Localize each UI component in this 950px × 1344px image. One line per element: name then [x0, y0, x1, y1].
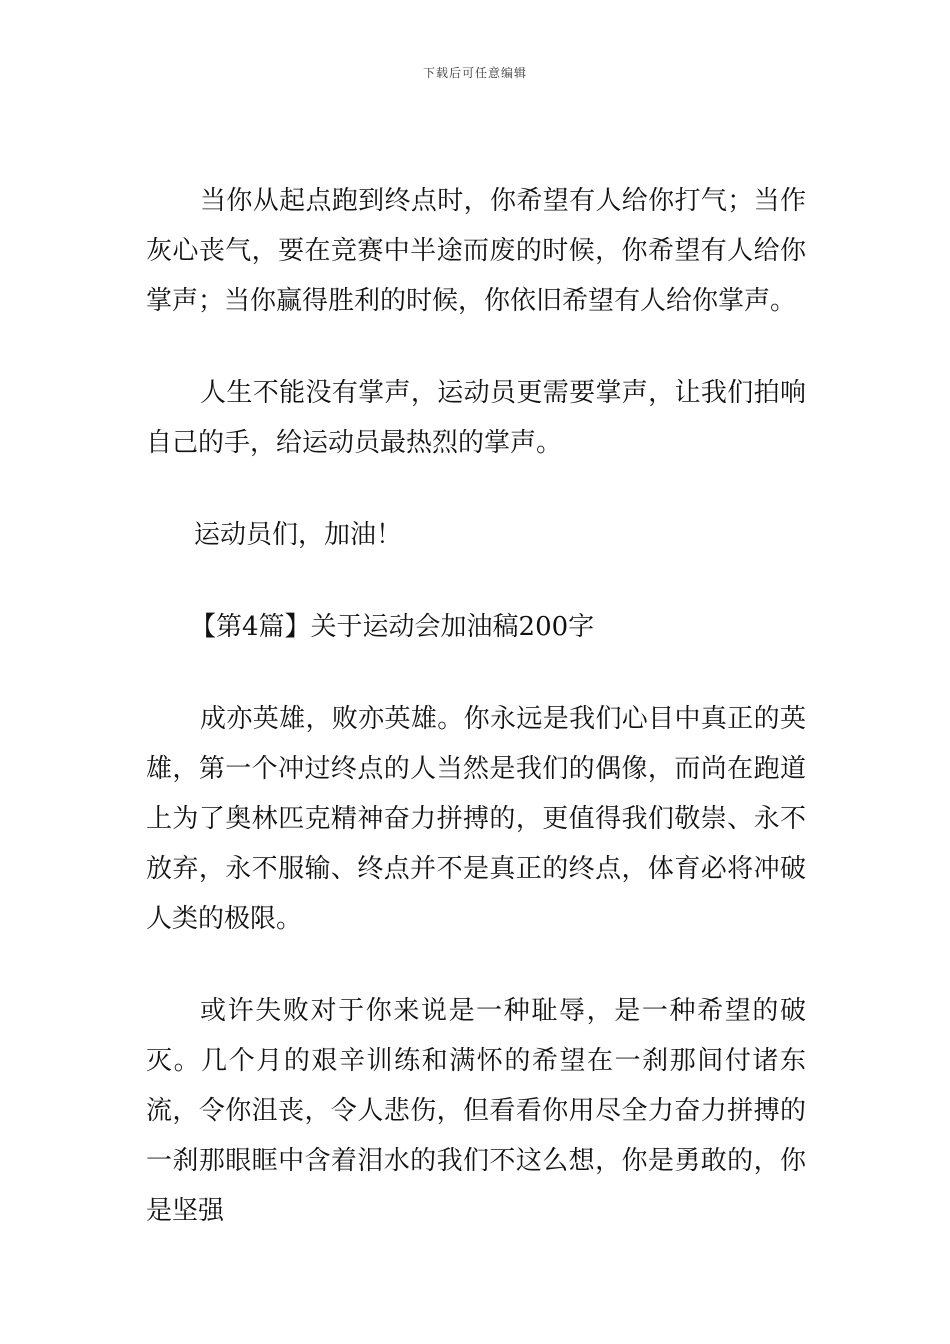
section-heading: 【第4篇】关于运动会加油稿200字	[190, 612, 595, 642]
paragraph-1: 当你从起点跑到终点时，你希望有人给你打气；当作灰心丧气，要在竞赛中半途而废的时候，你希望有人给你掌声；当你赢得胜利的时候，你依旧希望有人给你掌声。	[146, 186, 806, 316]
page-header: 下载后可任意编辑	[422, 66, 527, 80]
paragraph-5: 或许失败对于你来说是一种耻辱，是一种希望的破灭。几个月的艰辛训练和满怀的希望在一刹那间付诸东流，令你沮丧，令人悲伤，但看看你用尽全力奋力拼搏的一刹那眼眶中含着泪水的我们不这么想，你是勇敢的，你是坚强	[146, 996, 806, 1226]
paragraph-4: 成亦英雄，败亦英雄。你永远是我们心目中真正的英雄，第一个冲过终点的人当然是我们的偶像，而尚在跑道上为了奥林匹克精神奋力拼搏的，更值得我们敬崇、永不放弃，永不服输、终点并不是真正的终点，体育必将冲破人类的极限。	[146, 704, 806, 934]
paragraph-3: 运动员们，加油！	[194, 520, 403, 550]
paragraph-2: 人生不能没有掌声，运动员更需要掌声，让我们拍响自己的手，给运动员最热烈的掌声。	[146, 378, 806, 458]
document-body	[146, 176, 806, 1236]
